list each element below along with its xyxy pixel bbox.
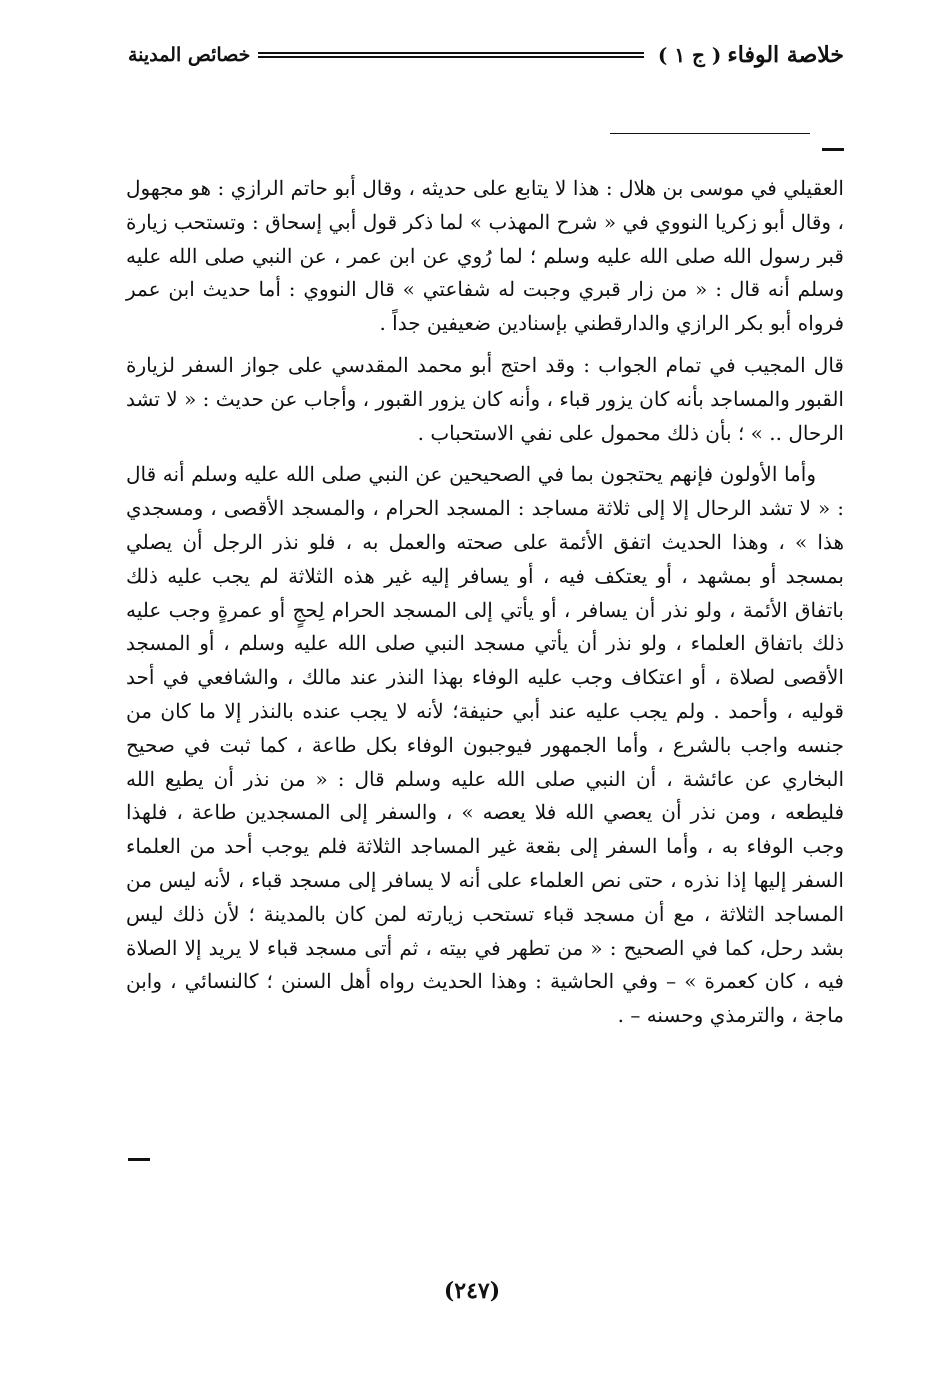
footnote-rule-top: [610, 133, 810, 134]
paragraph-3: وأما الأولون فإنهم يحتجون بما في الصحيحين عن النبي صلى الله عليه وسلم أنه قال : « لا تشد الرحال إلا إلى ثلاثة مساجد : المسجد الحرام ، والمسجد الأقصى ، ومسجدي هذا » ، وهذا الحديث اتفق الأئمة على صحته والعمل به ، فلو نذر الرجل أن يصلي بمسجد أو بمشهد ، أو يعتكف فيه ، أو يسافر إليه غير هذه الثلاثة لم يجب عليه ذلك باتفاق الأئمة ، ولو نذر أن يسافر ، أو يأتي إلى المسجد الحرام لِحجٍ أو عمرةٍ وجب عليه ذلك باتفاق العلماء ، ولو نذر أن يأتي مسجد النبي صلى الله عليه وسلم ، أو المسجد الأقصى لصلاة ، أو اعتكاف وجب عليه الوفاء بهذا النذر عند مالك ، والشافعي في أحد قوليه ، وأحمد . ولم يجب عليه عند أبي حنيفة؛ لأنه لا يجب عنده بالنذر إلا ما كان من جنسه واجب بالشرع ، وأما الجمهور فيوجبون الوفاء بكل طاعة ، كما ثبت في صحيح البخاري عن عائشة ، أن النبي صلى الله عليه وسلم قال : « من نذر أن يطيع الله فليطعه ، ومن نذر أن يعصي الله فلا يعصه » ، والسفر إلى المسجدين طاعة ، فلهذا وجب الوفاء به ، وأما السفر إلى بقعة غير المساجد الثلاثة فلم يوجب أحد من العلماء السفر إليها إذا نذره ، حتى نص العلماء على أنه لا يسافر إلى مسجد قباء ، لأنه ليس من المساجد الثلاثة ، مع أن مسجد قباء تستحب زيارته لمن كان بالمدينة ؛ لأن ذلك ليس بشد رحل، كما في الصحيح : « من تطهر في بيته ، ثم أتى مسجد قباء لا يريد إلا الصلاة فيه ، كان كعمرة » – وفي الحاشية : وهذا الحديث رواه أهل السنن ؛ كالنسائي ، وابن ماجة ، والترمذي وحسنه – .: [126, 462, 845, 1028]
paragraph-2: قال المجيب في تمام الجواب : وقد احتج أبو محمد المقدسي على جواز السفر لزيارة القبور والمساجد بأنه كان يزور قباء ، وأنه كان يزور القبور ، وأجاب عن حديث : « لا تشد الرحال .. » ؛ بأن ذلك محمول على نفي الاستحباب .: [126, 352, 844, 445]
body-text: [126, 172, 844, 1033]
dash-mark-bottom: [128, 1158, 150, 1161]
volume-label: ( ج ١ ): [657, 43, 722, 67]
paragraph-1: العقيلي في موسى بن هلال : هذا لا يتابع على حديثه ، وقال أبو حاتم الرازي : هو مجهول ، وقال أبو زكريا النووي في « شرح المهذب » لما ذكر قول أبي إسحاق : وتستحب زيارة قبر رسول الله صلى الله عليه وسلم ؛ لما رُوي عن ابن عمر ، عن النبي صلى الله عليه وسلم أنه قال : « من زار قبري وجبت له شفاعتي » قال النووي : أما حديث ابن عمر فرواه أبو بكر الرازي والدارقطني بإسنادين ضعيفين جداً .: [126, 176, 844, 336]
book-title: خلاصة الوفاء: [727, 42, 844, 68]
page-number: (٢٤٧): [443, 1278, 501, 1304]
header-rule: [258, 52, 643, 58]
running-header: [128, 40, 844, 70]
section-title: خصائص المدينة: [128, 44, 251, 66]
dash-mark-top: [822, 148, 844, 151]
